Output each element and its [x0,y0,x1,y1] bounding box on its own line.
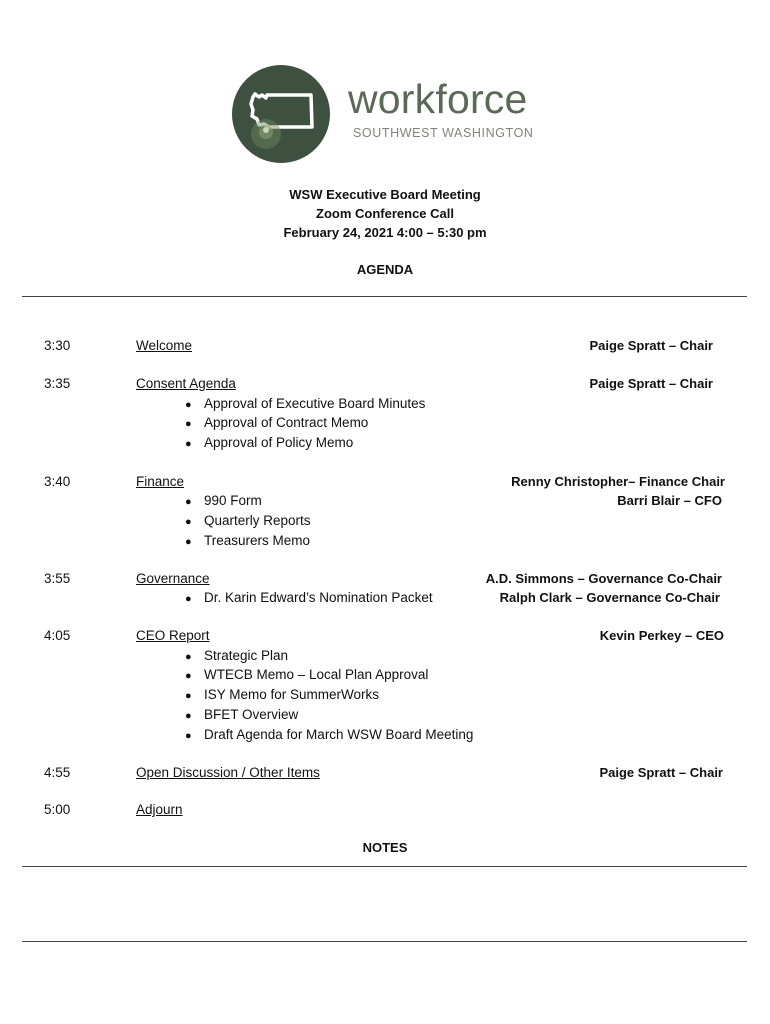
bullet-icon: ● [185,496,192,508]
agenda-subitem: ● Draft Agenda for March WSW Board Meeting [185,727,474,742]
agenda-item-title: Governance [136,571,210,586]
agenda-subitem: ● Strategic Plan [185,648,289,663]
agenda-presenter: Paige Spratt – Chair [589,376,713,391]
bullet-icon: ● [185,670,192,682]
bullet-icon: ● [185,710,192,722]
notes-divider-top [22,866,747,867]
bullet-icon: ● [185,399,192,411]
workforce-logo-mark [231,64,331,164]
bullet-icon: ● [185,651,192,663]
agenda-presenter: Paige Spratt – Chair [599,765,723,780]
bullet-icon: ● [185,438,192,450]
agenda-item-title: CEO Report [136,628,210,643]
agenda-presenter: Renny Christopher– Finance Chair [511,474,725,489]
agenda-subitem: ● 990 Form [185,493,262,508]
meeting-subtitle: Zoom Conference Call [316,206,454,221]
notes-divider-bottom [22,941,747,942]
agenda-time: 3:30 [44,338,71,353]
header-divider [22,296,747,297]
agenda-subitem: ● Approval of Contract Memo [185,415,369,430]
agenda-subitem: ● WTECB Memo – Local Plan Approval [185,667,429,682]
agenda-subitem: ● Dr. Karin Edward’s Nomination Packet [185,590,433,605]
logo-subtitle: SOUTHWEST WASHINGTON [353,126,534,140]
agenda-item-title: Welcome [136,338,193,353]
agenda-subitem: ● BFET Overview [185,707,299,722]
agenda-time: 4:05 [44,628,71,643]
agenda-subitem: ● Treasurers Memo [185,533,311,548]
agenda-presenter: Ralph Clark – Governance Co-Chair [499,590,720,605]
agenda-presenter: Barri Blair – CFO [617,493,722,508]
agenda-subitem: ● Approval of Executive Board Minutes [185,396,426,411]
agenda-item-title: Adjourn [136,802,183,817]
bullet-icon: ● [185,536,192,548]
agenda-heading: AGENDA [356,262,414,277]
bullet-icon: ● [185,690,192,702]
bullet-icon: ● [185,516,192,528]
agenda-subitem: ● Quarterly Reports [185,513,311,528]
agenda-item-title: Finance [136,474,185,489]
agenda-presenter: A.D. Simmons – Governance Co-Chair [485,571,722,586]
bullet-icon: ● [185,730,192,742]
bullet-icon: ● [185,593,192,605]
logo-wordmark: workforce [348,76,528,122]
notes-heading: NOTES [362,840,408,855]
agenda-subitem: ● Approval of Policy Memo [185,435,354,450]
agenda-presenter: Kevin Perkey – CEO [599,628,724,643]
agenda-time: 5:00 [44,802,71,817]
agenda-time: 3:40 [44,474,71,489]
agenda-presenter: Paige Spratt – Chair [589,338,713,353]
meeting-date: February 24, 2021 4:00 – 5:30 pm [283,225,487,240]
bullet-icon: ● [185,418,192,430]
agenda-time: 4:55 [44,765,71,780]
agenda-time: 3:55 [44,571,71,586]
agenda-item-title: Consent Agenda [136,376,236,391]
meeting-title: WSW Executive Board Meeting [289,187,481,202]
agenda-item-title: Open Discussion / Other Items [136,765,320,780]
agenda-time: 3:35 [44,376,71,391]
agenda-subitem: ● ISY Memo for SummerWorks [185,687,380,702]
